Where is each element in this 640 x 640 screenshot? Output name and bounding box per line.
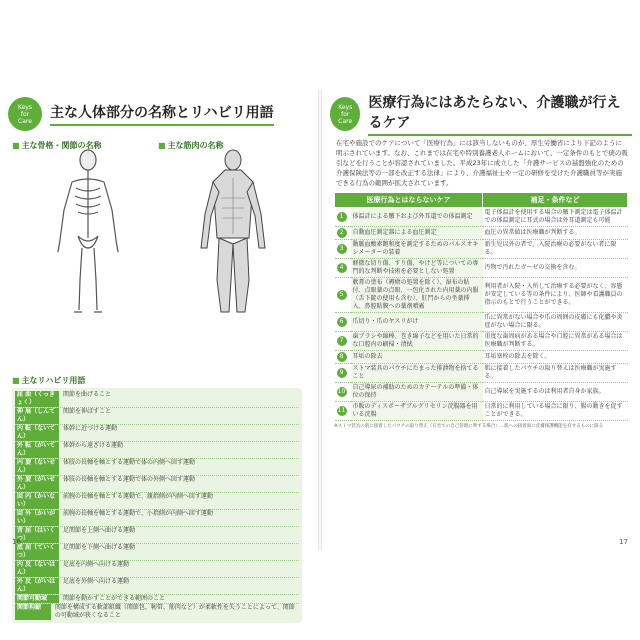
term-row: 回 内（かいない） 前腕の長軸を軸とする運動で、親指側が内側へ回す運動 (15, 493, 299, 510)
skeleton-illustration (38, 148, 138, 320)
term-row: 底 屈（ていくつ） 足関節を下側へ曲げる運動 (15, 544, 299, 561)
left-page-title: 主な人体部分の名称とリハビリ用語 (50, 102, 274, 126)
term-row: 外 転（がいてん） 体幹から遠ざける運動 (15, 442, 299, 459)
term-row: 内 旋（ないせん） 体肢の長軸を軸とする運動で体の内側へ回す運動 (15, 459, 299, 476)
table-row: 4 軽微な切り傷、すり傷、やけど等についての専門的な判断や技術を必要としない処置 汚物で汚れたガーゼの交換を含む。 (335, 259, 628, 278)
right-header (330, 96, 632, 132)
page-number-left: 16 (12, 538, 21, 546)
table-row: 6 爪切り・爪のヤスリがけ 爪に異常がない場合や爪の周囲の皮膚にも化膿や炎症がない場合に限る。 (335, 313, 628, 332)
book-spine (318, 90, 322, 550)
table-footnote: ※ストマ装具の肌に接着したパウチの取り替え（在宅での自己管理に準ずる場合）…肌への接着面に皮膚保護機能を有するものに限る (334, 424, 604, 429)
terms-list (12, 388, 302, 623)
table-row: 7 歯ブラシや綿棒、巻き綿子などを用いた日常的な口腔内の刷掃・清拭 重度な歯周病がある場合や口腔に異常がある場合は医療職が判断する。 (335, 332, 628, 351)
table-row: 5 軟膏の塗布（褥瘡の処置を除く）、湿布の貼付、点眼薬の点眼、一包化された内用薬の内服（舌下錠の使用も含む）、肛門からの坐薬挿入、鼻腔粘膜への薬剤噴霧 利用者が入院・入所して治療する必要がなく、容態が安定している等の条件により、医師や看護職員の指示のもとで行うことができる。 (335, 278, 628, 313)
right-page-title: 医療行為にはあたらない、介護職が行えるケア (368, 92, 632, 136)
term-row: 関節可動域 関節を動かすことができる範囲のこと (15, 595, 299, 604)
anatomy-figures (8, 136, 310, 321)
term-row: 屈 曲（くっきょく） 関節を曲げること (15, 391, 299, 408)
right-page (330, 90, 632, 550)
left-page (8, 90, 310, 619)
table-row: 10 自己導尿の補助のためのカテーテルの準備・体位の保持 自己導尿を実施するのは利用者自身か家族。 (335, 383, 628, 402)
table-header-notes: 補足・条件など (483, 193, 628, 208)
keys-for-care-badge: Keys for Care (330, 97, 360, 131)
term-row: 伸 展（しんてん） 関節を伸ばすこと (15, 408, 299, 425)
table-row: 3 動脈血酸素飽和度を測定するためのパルスオキシメーターの装着 新生児以外の者で、入院治療の必要がない者に限る。 (335, 240, 628, 259)
bones-heading: ■ 主な骨格・関節の名称 (12, 140, 102, 151)
care-table (334, 192, 628, 421)
term-row: 背 屈（はいくつ） 足関節を上側へ曲げる運動 (15, 527, 299, 544)
left-header (8, 96, 310, 132)
term-row: 外 反（がいはん） 足底を外側へ向ける運動 (15, 578, 299, 595)
table-row: 8 耳垢の除去 耳垢塞栓の除去を除く。 (335, 351, 628, 364)
table-row: 9 ストマ装具のパウチにたまった排泄物を捨てること 肌に接着したパウチの取り替えは医療職が実施する。 (335, 364, 628, 383)
rehab-terms-section (12, 375, 302, 623)
term-row: 内 転（ないてん） 体幹に近づける運動 (15, 425, 299, 442)
term-row: 回 外（かいがい） 前腕の長軸を軸とする運動で、小指側が内側へ回す運動 (15, 510, 299, 527)
terms-heading: ■ 主なリハビリ用語 (12, 375, 302, 386)
table-header-care: 医療行為とはならないケア (335, 193, 483, 208)
term-row: 内 反（ないはん） 足底を内側へ向ける運動 (15, 561, 299, 578)
keys-for-care-badge: Keys for Care (8, 97, 42, 131)
muscles-heading: ■ 主な筋肉の名称 (158, 140, 224, 151)
term-row: 外 旋（がいせん） 体肢の長軸を軸とする運動で体の外側へ回す運動 (15, 476, 299, 493)
table-row: 1 体温計による腋下および外耳道での体温測定 電子体温計を使用する場合の腋下測定は電子体温計での体温測定に耳式の場合は外耳道測定も可能 (335, 208, 628, 227)
term-row: 関節拘縮 関節を構成する軟部組織（関節包、靭帯、筋肉など）が柔軟性を失うことによって、関節の可動域が狭くなること (17, 604, 295, 619)
intro-paragraph: 在宅や施設でのケアについて「医療行為」には該当しないものが、厚生労働省により下記のように明示されています。なお、これまでは在宅や特別養護老人ホームにおいて、一定条件のもとで痰の吸引などを行うことが容認されていました。平成23年に成立した「介護サービスの基盤強化のための介護保険法等の一部を改正する法律」により、介護福祉士や一定の研修を受けた介護職員等が実施できる行為の範囲が拡大されています。 (336, 139, 628, 187)
muscle-illustration (183, 148, 283, 320)
table-row: 2 自動血圧測定器による血圧測定 血圧の異常値は医療職が判断する。 (335, 227, 628, 240)
table-row: 11 市販のディスポーザブルグリセリン浣腸器を用いる浣腸 日常的に利用している場合に限り、腸の動きを促すことができる。 (335, 402, 628, 421)
page-number-right: 17 (619, 538, 628, 546)
